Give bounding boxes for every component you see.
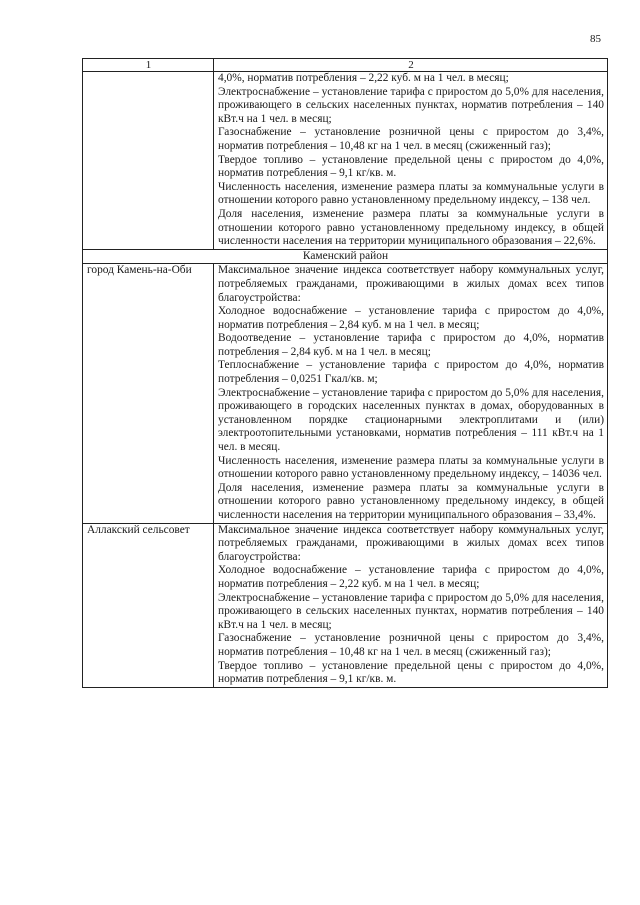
- paragraph: Доля населения, изменение размера платы за коммунальные услуги в отношении которого равно установленному предельному индексу, в общей численности населения на территории муниципального образования – 22,6%.: [218, 207, 604, 248]
- index-description: [214, 72, 608, 250]
- paragraph: Газоснабжение – установление розничной цены с приростом до 3,4%, норматив потребления – 10,48 кг на 1 чел. в месяц (сжиженный газ);: [218, 632, 604, 658]
- paragraph: Доля населения, изменение размера платы за коммунальные услуги в отношении которого равно установленному предельному индексу, в общей численности населения на территории муниципального образования – 33,4%.: [218, 481, 604, 521]
- index-description: [214, 264, 608, 523]
- table-row: [83, 72, 608, 250]
- paragraph: Холодное водоснабжение – установление тарифа с приростом до 4,0%, норматив потребления – 2,22 куб. м на 1 чел. в месяц;: [218, 564, 604, 590]
- paragraph: 4,0%, норматив потребления – 2,22 куб. м на 1 чел. в месяц;: [218, 72, 509, 84]
- paragraph: Твердое топливо – установление предельной цены с приростом до 4,0%, норматив потребления – 9,1 кг/кв. м.: [218, 659, 604, 686]
- paragraph: Численность населения, изменение размера платы за коммунальные услуги в отношении которого равно установленному предельному индексу, – 14036 чел.: [218, 454, 604, 481]
- paragraph: Максимальное значение индекса соответствует набору коммунальных услуг, потребляемых гражданами, проживающими в жилых домах всех типов благоустройства:: [218, 264, 604, 304]
- tariff-table: [82, 58, 608, 688]
- page-number: 85: [590, 33, 601, 45]
- paragraph: Электроснабжение – установление тарифа с приростом до 5,0% для населения, проживающего в городских населенных пунктах в домах, оборудованных в установленном порядке стационарными электроплитами и (или) электроотопительными установками, норматив потребления – 111 кВт.ч на 1 чел. в месяц.: [218, 386, 604, 454]
- paragraph: Твердое топливо – установление предельной цены с приростом до 4,0%, норматив потребления – 9,1 кг/кв. м.: [218, 153, 604, 180]
- paragraph: Численность населения, изменение размера платы за коммунальные услуги в отношении которого равно установленному предельному индексу, – 138 чел.: [218, 180, 604, 207]
- paragraph: Максимальное значение индекса соответствует набору коммунальных услуг, потребляемых гражданами, проживающими в жилых домах всех типов благоустройства:: [218, 523, 604, 563]
- paragraph: Электроснабжение – установление тарифа с приростом до 5,0% для населения, проживающего в сельских населенных пунктах, норматив потребления – 140 кВт.ч на 1 чел. в месяц;: [218, 591, 604, 631]
- paragraph: Холодное водоснабжение – установление тарифа с приростом до 4,0%, норматив потребления – 2,84 куб. м на 1 чел. в месяц;: [218, 305, 604, 331]
- table-row: [83, 523, 608, 687]
- region-row: [83, 249, 608, 264]
- paragraph: Водоотведение – установление тарифа с приростом до 4,0%, норматив потребления – 2,84 куб. м на 1 чел. в месяц;: [218, 332, 604, 358]
- municipality-name: город Камень-на-Оби: [83, 264, 214, 523]
- table-row: [83, 264, 608, 523]
- municipality-name: Аллакский сельсовет: [83, 523, 214, 687]
- column-header-1: 1: [83, 59, 214, 72]
- paragraph: Газоснабжение – установление розничной цены с приростом до 3,4%, норматив потребления – 10,48 кг на 1 чел. в месяц (сжиженный газ);: [218, 126, 604, 152]
- index-description: [214, 523, 608, 687]
- region-title: Каменский район: [83, 249, 608, 264]
- paragraph: Теплоснабжение – установление тарифа с приростом до 4,0%, норматив потребления – 0,0251 Гкал/кв. м;: [218, 359, 604, 386]
- municipality-name: [83, 72, 214, 250]
- column-header-2: 2: [214, 59, 608, 72]
- paragraph: Электроснабжение – установление тарифа с приростом до 5,0% для населения, проживающего в сельских населенных пунктах, норматив потребления – 140 кВт.ч на 1 чел. в месяц;: [218, 85, 604, 125]
- table-header-row: [83, 59, 608, 72]
